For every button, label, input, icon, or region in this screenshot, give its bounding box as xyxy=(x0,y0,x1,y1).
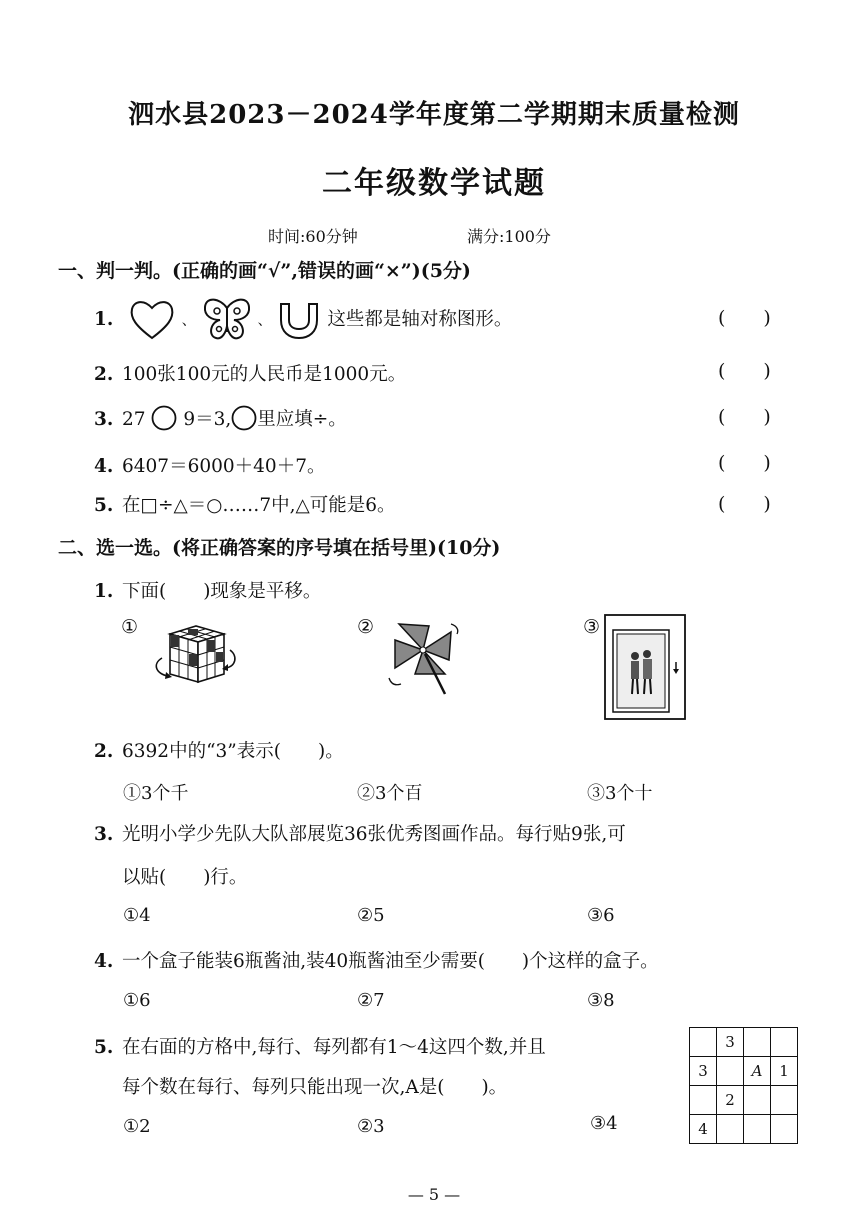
circle-blank-icon xyxy=(231,405,257,431)
elevator-icon xyxy=(604,614,686,724)
grid-cell xyxy=(690,1028,717,1057)
question-text-cont: 每个数在每行、每列只能出现一次,A是( )。 xyxy=(122,1077,508,1098)
grid-cell: 3 xyxy=(690,1057,717,1086)
answer-paren[interactable]: ( ) xyxy=(718,493,771,515)
option-label: ① xyxy=(121,616,139,638)
section2-heading: 二、选一选。(将正确答案的序号填在括号里)(10分) xyxy=(58,537,501,559)
question-number: 5. xyxy=(94,495,114,516)
grid-cell xyxy=(744,1086,771,1115)
question-number: 4. xyxy=(94,951,114,972)
option-1[interactable]: ①6 xyxy=(123,990,151,1011)
page-number: — 5 — xyxy=(407,1185,461,1204)
grid-cell xyxy=(771,1028,798,1057)
section1-q1 xyxy=(94,298,512,342)
section2-q5 xyxy=(94,1033,546,1059)
question-text: 100张100元的人民币是1000元。 xyxy=(122,364,407,385)
question-text: 6392中的“3”表示( )。 xyxy=(122,741,344,762)
option-label: ③ xyxy=(583,616,601,638)
option-1[interactable]: ①3个千 xyxy=(123,783,189,804)
question-text-cont: 以贴( )行。 xyxy=(122,867,248,888)
option-3[interactable]: ③8 xyxy=(587,990,615,1011)
answer-paren[interactable]: ( ) xyxy=(718,307,771,329)
grid-cell: 2 xyxy=(717,1086,744,1115)
question-text: 在右面的方格中,每行、每列都有1～4这四个数,并且 xyxy=(122,1037,546,1058)
answer-paren[interactable]: ( ) xyxy=(718,360,771,382)
section2-q2 xyxy=(94,737,344,763)
question-number: 4. xyxy=(94,456,114,477)
question-text: 在□÷△＝○……7中,△可能是6。 xyxy=(122,495,396,516)
butterfly-icon xyxy=(202,298,252,342)
question-number: 5. xyxy=(94,1037,114,1058)
magnet-icon xyxy=(277,298,321,342)
question-number: 3. xyxy=(94,409,114,430)
option-3[interactable]: ③6 xyxy=(587,905,615,926)
exam-title: 泗水县2023－2024学年度第二学期期末质量检测 xyxy=(128,100,740,130)
exam-subtitle: 二年级数学试题 xyxy=(322,166,546,201)
question-number: 2. xyxy=(94,364,114,385)
exam-score: 满分:100分 xyxy=(467,227,551,246)
separator: 、 xyxy=(257,313,272,329)
option-1[interactable]: ①2 xyxy=(123,1116,151,1137)
answer-paren[interactable]: ( ) xyxy=(718,406,771,428)
question-text-a: 27 xyxy=(122,409,146,430)
section1-q4 xyxy=(94,452,325,478)
section1-q3 xyxy=(94,405,347,431)
question-text: 一个盒子能装6瓶酱油,装40瓶酱油至少需要( )个这样的盒子。 xyxy=(122,951,659,972)
heart-icon xyxy=(128,298,176,342)
question-number: 1. xyxy=(94,581,114,602)
question-text: 下面( )现象是平移。 xyxy=(122,581,322,602)
sudoku-grid xyxy=(689,1027,798,1144)
pinwheel-icon xyxy=(385,616,465,702)
grid-cell-a: A xyxy=(744,1057,771,1086)
rubiks-cube-icon xyxy=(148,620,238,694)
section2-q4 xyxy=(94,947,659,973)
question-text: 光明小学少先队大队部展览36张优秀图画作品。每行贴9张,可 xyxy=(122,824,626,845)
grid-cell xyxy=(690,1086,717,1115)
grid-cell: 4 xyxy=(690,1115,717,1144)
separator: 、 xyxy=(181,313,196,329)
question-text-c: 里应填÷。 xyxy=(257,409,347,430)
grid-cell xyxy=(771,1086,798,1115)
question-text-b: 9＝3, xyxy=(183,409,232,430)
option-2[interactable]: ②3个百 xyxy=(357,783,423,804)
option-2[interactable]: ②3 xyxy=(357,1116,385,1137)
grid-cell xyxy=(744,1115,771,1144)
section1-heading: 一、判一判。(正确的画“√”,错误的画“×”)(5分) xyxy=(58,260,471,282)
option-1[interactable]: ①4 xyxy=(123,905,151,926)
section2-q3 xyxy=(94,820,626,846)
answer-paren[interactable]: ( ) xyxy=(718,452,771,474)
question-text: 这些都是轴对称图形。 xyxy=(327,309,513,330)
option-2[interactable]: ②7 xyxy=(357,990,385,1011)
section1-q5 xyxy=(94,491,396,517)
exam-time: 时间:60分钟 xyxy=(268,227,358,246)
grid-cell xyxy=(717,1115,744,1144)
question-text: 6407＝6000＋40＋7。 xyxy=(122,456,326,477)
option-2[interactable]: ②5 xyxy=(357,905,385,926)
section1-q2 xyxy=(94,360,406,386)
grid-cell: 3 xyxy=(717,1028,744,1057)
grid-cell xyxy=(771,1115,798,1144)
grid-cell: 1 xyxy=(771,1057,798,1086)
question-number: 3. xyxy=(94,824,114,845)
question-number: 1. xyxy=(94,309,114,330)
option-3[interactable]: ③4 xyxy=(590,1113,618,1134)
section2-q1 xyxy=(94,577,321,603)
grid-cell xyxy=(744,1028,771,1057)
circle-blank-icon xyxy=(151,405,177,431)
option-3[interactable]: ③3个十 xyxy=(587,783,653,804)
question-number: 2. xyxy=(94,741,114,762)
option-label: ② xyxy=(357,616,375,638)
grid-cell xyxy=(717,1057,744,1086)
